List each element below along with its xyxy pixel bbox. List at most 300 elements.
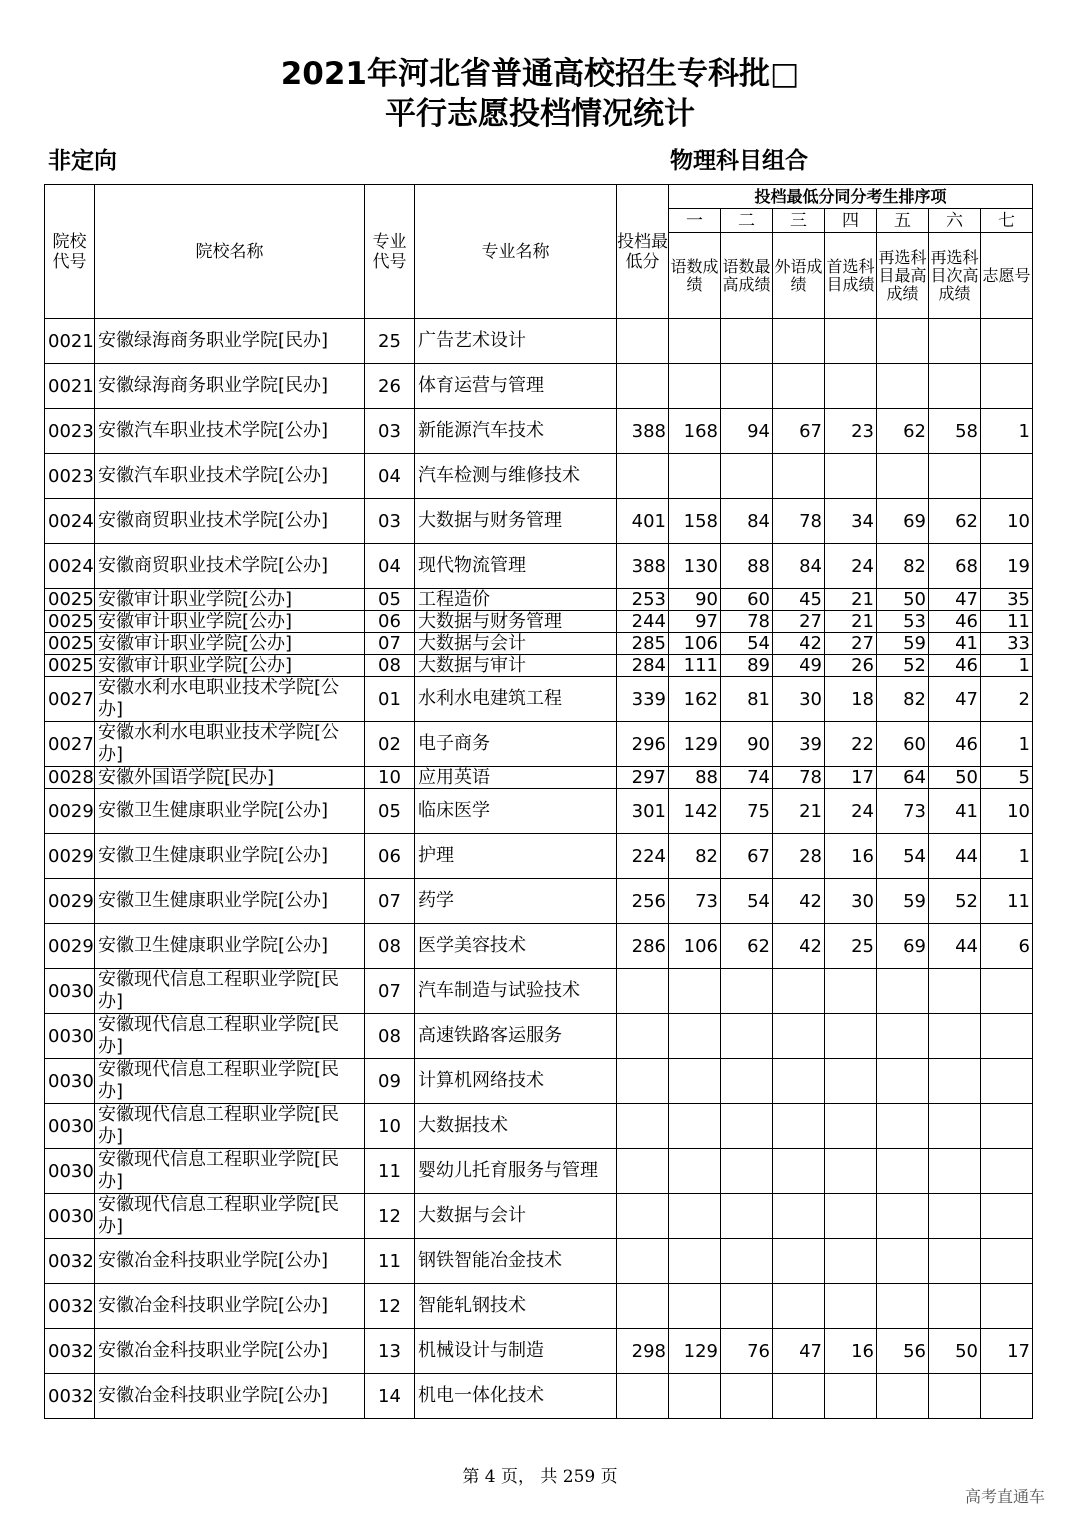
school-name-cell: 安徽现代信息工程职业学院[民办]: [95, 1104, 365, 1149]
school-code-cell: 0025: [45, 633, 95, 655]
tie4-cell: 24: [825, 789, 877, 834]
table-row: [45, 969, 1033, 1014]
header-school-code: 院校代号: [45, 185, 95, 319]
tie1-cell: [669, 1149, 721, 1194]
tie4-cell: [825, 319, 877, 364]
tie5-cell: 59: [877, 633, 929, 655]
min-score-cell: [617, 364, 669, 409]
tie4-cell: 21: [825, 611, 877, 633]
min-score-cell: 301: [617, 789, 669, 834]
min-score-cell: 224: [617, 834, 669, 879]
tie4-cell: [825, 1374, 877, 1419]
tie1-cell: 129: [669, 722, 721, 767]
tie6-cell: [929, 1149, 981, 1194]
tie7-cell: [981, 1239, 1033, 1284]
major-code-cell: 07: [365, 633, 415, 655]
tie2-cell: [721, 1374, 773, 1419]
table-row: [45, 767, 1033, 789]
tie7-cell: 10: [981, 499, 1033, 544]
school-code-cell: 0032: [45, 1329, 95, 1374]
document-title-line2: 平行志愿投档情况统计: [385, 96, 695, 132]
tie5-cell: [877, 454, 929, 499]
table-row: [45, 364, 1033, 409]
tie2-cell: 78: [721, 611, 773, 633]
tie3-cell: 28: [773, 834, 825, 879]
school-code-cell: 0023: [45, 409, 95, 454]
tie4-cell: 25: [825, 924, 877, 969]
major-code-cell: 03: [365, 409, 415, 454]
tie4-cell: [825, 454, 877, 499]
table-row: [45, 1239, 1033, 1284]
min-score-cell: 296: [617, 722, 669, 767]
tie2-cell: 54: [721, 633, 773, 655]
tie1-cell: [669, 969, 721, 1014]
school-code-cell: 0027: [45, 677, 95, 722]
major-code-cell: 10: [365, 767, 415, 789]
tie4-cell: 17: [825, 767, 877, 789]
school-name-cell: 安徽汽车职业技术学院[公办]: [95, 409, 365, 454]
min-score-cell: [617, 1239, 669, 1284]
major-code-cell: 13: [365, 1329, 415, 1374]
major-name-cell: 应用英语: [415, 767, 617, 789]
table-row: [45, 789, 1033, 834]
tie1-cell: 88: [669, 767, 721, 789]
school-code-cell: 0030: [45, 969, 95, 1014]
school-code-cell: 0025: [45, 611, 95, 633]
tie5-cell: 82: [877, 544, 929, 589]
tie5-cell: [877, 319, 929, 364]
tie6-cell: 62: [929, 499, 981, 544]
min-score-cell: [617, 1014, 669, 1059]
tie6-cell: 41: [929, 633, 981, 655]
min-score-cell: [617, 1284, 669, 1329]
table-row: [45, 1059, 1033, 1104]
school-name-cell: 安徽汽车职业技术学院[公办]: [95, 454, 365, 499]
school-code-cell: 0024: [45, 544, 95, 589]
tie5-cell: [877, 1059, 929, 1104]
major-code-cell: 11: [365, 1149, 415, 1194]
tie5-cell: [877, 1149, 929, 1194]
major-code-cell: 05: [365, 789, 415, 834]
tie3-cell: 21: [773, 789, 825, 834]
major-name-cell: 水利水电建筑工程: [415, 677, 617, 722]
major-code-cell: 12: [365, 1194, 415, 1239]
tie1-cell: 158: [669, 499, 721, 544]
school-code-cell: 0030: [45, 1194, 95, 1239]
major-name-cell: 广告艺术设计: [415, 319, 617, 364]
tie6-cell: [929, 1374, 981, 1419]
min-score-cell: [617, 1059, 669, 1104]
tie5-cell: 59: [877, 879, 929, 924]
school-name-cell: 安徽现代信息工程职业学院[民办]: [95, 1194, 365, 1239]
tie6-cell: [929, 1104, 981, 1149]
tie5-cell: 50: [877, 589, 929, 611]
tie1-cell: [669, 319, 721, 364]
major-code-cell: 07: [365, 879, 415, 924]
tie2-cell: [721, 364, 773, 409]
min-score-cell: 286: [617, 924, 669, 969]
tie4-cell: 16: [825, 1329, 877, 1374]
tie6-cell: 50: [929, 1329, 981, 1374]
min-score-cell: [617, 1374, 669, 1419]
tie-label-7: 志愿号: [981, 233, 1033, 319]
tie4-cell: 23: [825, 409, 877, 454]
tie6-cell: 46: [929, 655, 981, 677]
major-code-cell: 11: [365, 1239, 415, 1284]
school-name-cell: 安徽现代信息工程职业学院[民办]: [95, 969, 365, 1014]
tie5-cell: 69: [877, 499, 929, 544]
tie-number-2: 二: [721, 209, 773, 233]
tie7-cell: 11: [981, 879, 1033, 924]
tie-label-4: 首选科目成绩: [825, 233, 877, 319]
tie4-cell: [825, 1194, 877, 1239]
tie4-cell: [825, 1284, 877, 1329]
min-score-cell: 401: [617, 499, 669, 544]
tie6-cell: [929, 1014, 981, 1059]
tie2-cell: [721, 319, 773, 364]
school-name-cell: 安徽卫生健康职业学院[公办]: [95, 834, 365, 879]
min-score-cell: [617, 1194, 669, 1239]
tie5-cell: [877, 1194, 929, 1239]
tie6-cell: 44: [929, 834, 981, 879]
major-code-cell: 14: [365, 1374, 415, 1419]
tie2-cell: 60: [721, 589, 773, 611]
tie5-cell: 62: [877, 409, 929, 454]
min-score-cell: [617, 454, 669, 499]
tie-label-5: 再选科目最高成绩: [877, 233, 929, 319]
tie7-cell: [981, 454, 1033, 499]
min-score-cell: 244: [617, 611, 669, 633]
major-name-cell: 智能轧钢技术: [415, 1284, 617, 1329]
table-row: [45, 454, 1033, 499]
tie5-cell: 52: [877, 655, 929, 677]
tie3-cell: 42: [773, 879, 825, 924]
school-name-cell: 安徽绿海商务职业学院[民办]: [95, 319, 365, 364]
tie7-cell: [981, 1374, 1033, 1419]
tie6-cell: 68: [929, 544, 981, 589]
major-code-cell: 25: [365, 319, 415, 364]
school-code-cell: 0030: [45, 1104, 95, 1149]
tie3-cell: 84: [773, 544, 825, 589]
tie3-cell: 42: [773, 633, 825, 655]
tie1-cell: 130: [669, 544, 721, 589]
tie6-cell: 50: [929, 767, 981, 789]
major-name-cell: 大数据与审计: [415, 655, 617, 677]
tie5-cell: [877, 1014, 929, 1059]
min-score-cell: 253: [617, 589, 669, 611]
tie4-cell: [825, 1239, 877, 1284]
major-code-cell: 04: [365, 454, 415, 499]
school-name-cell: 安徽水利水电职业技术学院[公办]: [95, 677, 365, 722]
major-name-cell: 药学: [415, 879, 617, 924]
tie7-cell: [981, 969, 1033, 1014]
tie3-cell: [773, 1149, 825, 1194]
school-name-cell: 安徽审计职业学院[公办]: [95, 611, 365, 633]
major-code-cell: 01: [365, 677, 415, 722]
tie6-cell: 47: [929, 589, 981, 611]
table-row: [45, 611, 1033, 633]
table-row: [45, 924, 1033, 969]
tie7-cell: [981, 1149, 1033, 1194]
tie5-cell: 73: [877, 789, 929, 834]
tie2-cell: [721, 1194, 773, 1239]
tie3-cell: [773, 364, 825, 409]
tie1-cell: 168: [669, 409, 721, 454]
tie4-cell: 34: [825, 499, 877, 544]
major-name-cell: 工程造价: [415, 589, 617, 611]
tie7-cell: 1: [981, 834, 1033, 879]
school-code-cell: 0027: [45, 722, 95, 767]
tie6-cell: 47: [929, 677, 981, 722]
tie6-cell: [929, 1059, 981, 1104]
major-name-cell: 婴幼儿托育服务与管理: [415, 1149, 617, 1194]
major-code-cell: 06: [365, 611, 415, 633]
table-row: [45, 1014, 1033, 1059]
tie6-cell: 46: [929, 611, 981, 633]
tie3-cell: 67: [773, 409, 825, 454]
school-name-cell: 安徽卫生健康职业学院[公办]: [95, 924, 365, 969]
tie7-cell: 11: [981, 611, 1033, 633]
table-row: [45, 1374, 1033, 1419]
major-name-cell: 大数据与会计: [415, 633, 617, 655]
tie4-cell: [825, 1059, 877, 1104]
tie3-cell: 78: [773, 499, 825, 544]
tie1-cell: 97: [669, 611, 721, 633]
tie1-cell: [669, 1194, 721, 1239]
school-code-cell: 0030: [45, 1149, 95, 1194]
min-score-cell: [617, 969, 669, 1014]
tie7-cell: [981, 1014, 1033, 1059]
tie4-cell: 26: [825, 655, 877, 677]
school-name-cell: 安徽冶金科技职业学院[公办]: [95, 1329, 365, 1374]
tie1-cell: 142: [669, 789, 721, 834]
school-name-cell: 安徽水利水电职业技术学院[公办]: [95, 722, 365, 767]
watermark: 高考直通车: [965, 1487, 1046, 1506]
tie-number-4: 四: [825, 209, 877, 233]
school-name-cell: 安徽审计职业学院[公办]: [95, 655, 365, 677]
tie5-cell: 53: [877, 611, 929, 633]
major-name-cell: 大数据与财务管理: [415, 611, 617, 633]
school-code-cell: 0025: [45, 589, 95, 611]
min-score-cell: [617, 1149, 669, 1194]
tie6-cell: [929, 454, 981, 499]
school-code-cell: 0023: [45, 454, 95, 499]
school-code-cell: 0024: [45, 499, 95, 544]
tie1-cell: 90: [669, 589, 721, 611]
major-name-cell: 临床医学: [415, 789, 617, 834]
tie-number-7: 七: [981, 209, 1033, 233]
school-name-cell: 安徽审计职业学院[公办]: [95, 589, 365, 611]
tie1-cell: [669, 454, 721, 499]
tie7-cell: [981, 364, 1033, 409]
school-code-cell: 0029: [45, 879, 95, 924]
tie3-cell: [773, 969, 825, 1014]
table-body: [45, 319, 1033, 1419]
tie1-cell: [669, 1059, 721, 1104]
major-name-cell: 大数据技术: [415, 1104, 617, 1149]
tie7-cell: 5: [981, 767, 1033, 789]
tie1-cell: 82: [669, 834, 721, 879]
tie-number-5: 五: [877, 209, 929, 233]
tie3-cell: 45: [773, 589, 825, 611]
table-header: [45, 185, 1033, 319]
tie6-cell: 41: [929, 789, 981, 834]
tie-label-1: 语数成绩: [669, 233, 721, 319]
header-major-name: 专业名称: [415, 185, 617, 319]
table-row: [45, 499, 1033, 544]
tie2-cell: [721, 1149, 773, 1194]
major-name-cell: 体育运营与管理: [415, 364, 617, 409]
major-code-cell: 02: [365, 722, 415, 767]
tie2-cell: 74: [721, 767, 773, 789]
tie3-cell: 30: [773, 677, 825, 722]
tie5-cell: 82: [877, 677, 929, 722]
tie3-cell: [773, 1059, 825, 1104]
table-row: [45, 655, 1033, 677]
tie5-cell: 54: [877, 834, 929, 879]
table-row: [45, 834, 1033, 879]
min-score-cell: 256: [617, 879, 669, 924]
major-code-cell: 08: [365, 1014, 415, 1059]
tie5-cell: [877, 1374, 929, 1419]
school-code-cell: 0032: [45, 1284, 95, 1329]
min-score-cell: 297: [617, 767, 669, 789]
tie5-cell: [877, 1284, 929, 1329]
school-name-cell: 安徽外国语学院[民办]: [95, 767, 365, 789]
school-code-cell: 0021: [45, 319, 95, 364]
tie7-cell: 1: [981, 655, 1033, 677]
tie1-cell: [669, 1104, 721, 1149]
major-name-cell: 汽车制造与试验技术: [415, 969, 617, 1014]
tie3-cell: 39: [773, 722, 825, 767]
major-code-cell: 05: [365, 589, 415, 611]
tie4-cell: [825, 969, 877, 1014]
tie3-cell: [773, 1239, 825, 1284]
table-row: [45, 1194, 1033, 1239]
tie6-cell: [929, 1284, 981, 1329]
table-row: [45, 722, 1033, 767]
tie4-cell: 22: [825, 722, 877, 767]
document-title-line1: 2021年河北省普通高校招生专科批□: [280, 56, 800, 92]
tie2-cell: 88: [721, 544, 773, 589]
tie1-cell: [669, 1284, 721, 1329]
tie6-cell: [929, 1239, 981, 1284]
school-name-cell: 安徽审计职业学院[公办]: [95, 633, 365, 655]
admission-table: [44, 184, 1033, 1419]
min-score-cell: [617, 1104, 669, 1149]
tie1-cell: 129: [669, 1329, 721, 1374]
major-code-cell: 10: [365, 1104, 415, 1149]
tie1-cell: 106: [669, 924, 721, 969]
header-school-name: 院校名称: [95, 185, 365, 319]
tie5-cell: 60: [877, 722, 929, 767]
tie-number-1: 一: [669, 209, 721, 233]
major-name-cell: 计算机网络技术: [415, 1059, 617, 1104]
tie2-cell: 90: [721, 722, 773, 767]
major-code-cell: 07: [365, 969, 415, 1014]
header-major-code: 专业代号: [365, 185, 415, 319]
tie2-cell: [721, 1284, 773, 1329]
tie3-cell: [773, 319, 825, 364]
major-name-cell: 护理: [415, 834, 617, 879]
school-code-cell: 0029: [45, 924, 95, 969]
tie2-cell: [721, 1059, 773, 1104]
school-name-cell: 安徽绿海商务职业学院[民办]: [95, 364, 365, 409]
major-name-cell: 电子商务: [415, 722, 617, 767]
tie6-cell: 52: [929, 879, 981, 924]
school-name-cell: 安徽卫生健康职业学院[公办]: [95, 879, 365, 924]
major-code-cell: 04: [365, 544, 415, 589]
min-score-cell: 284: [617, 655, 669, 677]
tie5-cell: [877, 1239, 929, 1284]
tie3-cell: 42: [773, 924, 825, 969]
page-info: 第 4 页， 共 259 页: [462, 1467, 618, 1487]
school-code-cell: 0028: [45, 767, 95, 789]
tie6-cell: 58: [929, 409, 981, 454]
tie2-cell: 67: [721, 834, 773, 879]
tie4-cell: 30: [825, 879, 877, 924]
tie4-cell: 27: [825, 633, 877, 655]
major-code-cell: 08: [365, 924, 415, 969]
tie5-cell: [877, 364, 929, 409]
table-row: [45, 677, 1033, 722]
school-name-cell: 安徽现代信息工程职业学院[民办]: [95, 1149, 365, 1194]
tie1-cell: [669, 1014, 721, 1059]
major-name-cell: 机电一体化技术: [415, 1374, 617, 1419]
tie7-cell: 19: [981, 544, 1033, 589]
tie2-cell: [721, 969, 773, 1014]
school-code-cell: 0025: [45, 655, 95, 677]
tie1-cell: 73: [669, 879, 721, 924]
table-row: [45, 633, 1033, 655]
tie3-cell: [773, 454, 825, 499]
tie1-cell: 162: [669, 677, 721, 722]
table-row: [45, 319, 1033, 364]
tie4-cell: 24: [825, 544, 877, 589]
tie2-cell: [721, 1104, 773, 1149]
school-name-cell: 安徽商贸职业技术学院[公办]: [95, 499, 365, 544]
tie1-cell: [669, 1374, 721, 1419]
min-score-cell: [617, 319, 669, 364]
major-name-cell: 钢铁智能冶金技术: [415, 1239, 617, 1284]
header-min-score: 投档最低分: [617, 185, 669, 319]
tie-label-6: 再选科目次高成绩: [929, 233, 981, 319]
tie2-cell: [721, 1014, 773, 1059]
tie3-cell: 47: [773, 1329, 825, 1374]
major-name-cell: 高速铁路客运服务: [415, 1014, 617, 1059]
tie7-cell: [981, 319, 1033, 364]
tie5-cell: 64: [877, 767, 929, 789]
major-name-cell: 大数据与会计: [415, 1194, 617, 1239]
table-row: [45, 879, 1033, 924]
tie7-cell: 33: [981, 633, 1033, 655]
header-tie-group: 投档最低分同分考生排序项: [669, 185, 1033, 209]
category-right: 物理科目组合: [670, 148, 808, 174]
major-code-cell: 03: [365, 499, 415, 544]
school-name-cell: 安徽冶金科技职业学院[公办]: [95, 1284, 365, 1329]
tie5-cell: 56: [877, 1329, 929, 1374]
tie-number-6: 六: [929, 209, 981, 233]
tie-label-2: 语数最高成绩: [721, 233, 773, 319]
min-score-cell: 388: [617, 544, 669, 589]
school-name-cell: 安徽卫生健康职业学院[公办]: [95, 789, 365, 834]
tie7-cell: 35: [981, 589, 1033, 611]
tie6-cell: 44: [929, 924, 981, 969]
major-name-cell: 新能源汽车技术: [415, 409, 617, 454]
table-row: [45, 1329, 1033, 1374]
tie3-cell: 78: [773, 767, 825, 789]
tie7-cell: 2: [981, 677, 1033, 722]
